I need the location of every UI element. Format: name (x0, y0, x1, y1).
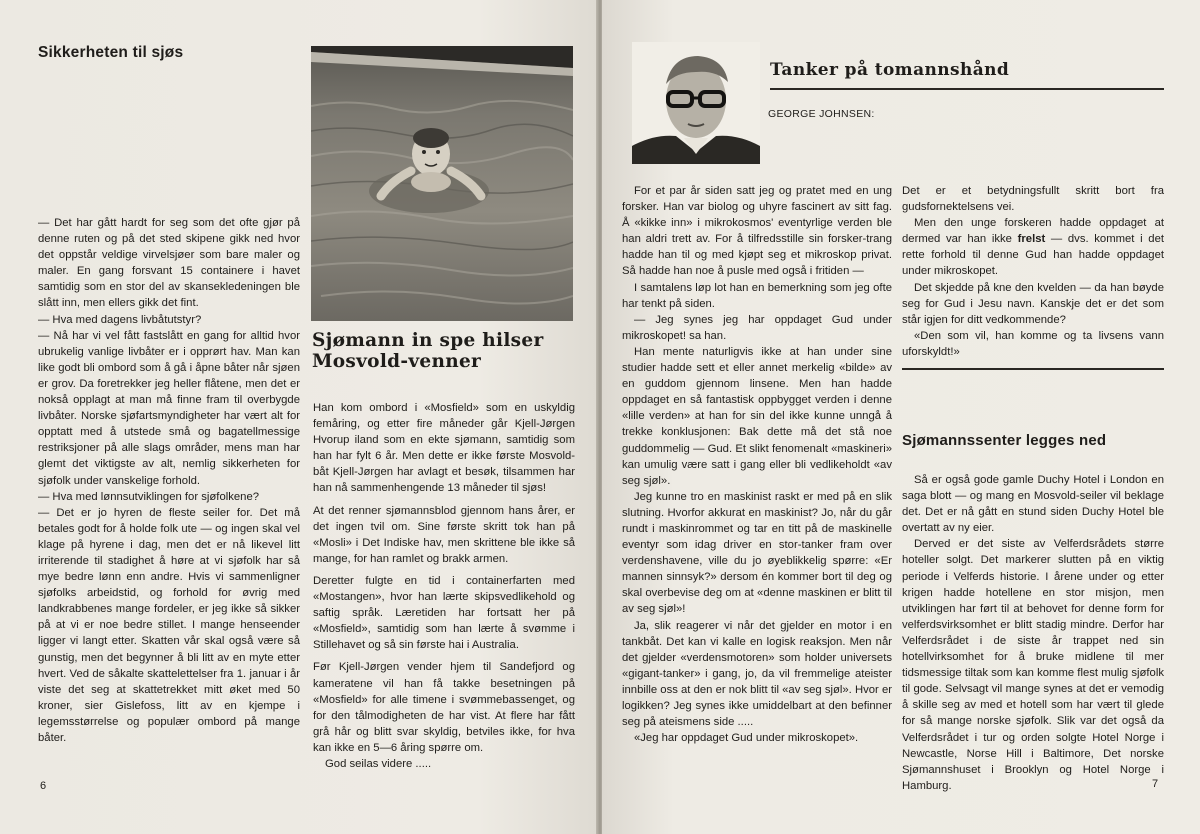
photo-portrait (632, 42, 760, 164)
paragraph (902, 215, 1164, 279)
article-title-seaman: Sjømann in spe hilser Mosvold-venner (312, 330, 544, 372)
paragraph: Derved er det siste av Velferdsrådets større hoteller solgt. Det markerer slutten på en viktig periode i Velferds historie. I årene under og etter krigen hadde hotellene en stor misjon, men utviklingen har ført til at behovet for denne form for velferdsvirksomhet er blitt stadig mindre. Derfor har Velferdsrådet i de siste år trappet ned sin hotellvirksomhet for å bruke midlene til mer tidsmessige tiltak som kan komme flest mulig sjøfolk til gode. Selvsagt vil mange synes at det er vemodig å skille seg av med et hotell som har vært til glede for så mange norske sjøfolk. Slik var det også da Velferdsrådet i tur og orden solgte Hotel Norge i Newcastle, Norse Hill i Baltimore, Det norske Sjømannshuset i Brooklyn og Hotel Norge i Hamburg. (902, 538, 1164, 792)
paragraph: Han mente naturligvis ikke at han under sine studier hadde sett et eller annet merkelig «bilde» av en guddom gjennom linsene. Men han hadde oppdaget en så fantastisk oppbygget verden i denne «lille verden» at han for sin del ikke kunne unngå å trekke konklusjonen: Bak dette må det stå noe guddommelig — Gud. Et slikt fenomenalt «maskineri» kan umulig være satt i gang eller bli vedlikeholdt «av seg sjøl». (622, 345, 892, 487)
text-fragment: Men den unge forskeren hadde oppdaget at dermed var han ikke (902, 217, 1164, 246)
left-page (0, 0, 598, 834)
paragraph: — Det har gått hardt for seg som det ofte gjør på denne ruten og på det sted skipene gikk ned hvor det oppstår veldige virvelsjøer som bare maler og maler. En gang forsvant 15 containere i havet samtidig som en stor del av skansekledeningen ble slått inn, men ellers gikk det fint. (38, 217, 300, 310)
article-title-safety: Sikkerheten til sjøs (38, 44, 184, 61)
column-seaman-text (313, 400, 575, 772)
paragraph: Før Kjell-Jørgen vender hjem til Sandefjord og kameratene vil han få takke besetningen på «Mosfield» for alle timene i svømmebassenget, og for den tålmodigheten de har vist. At flere har fått grå hår og blitt svar skyldig, betviles ikke, for hva kan ikke en 5—6 åring spørre om. (313, 661, 575, 754)
paragraph: — Jeg synes jeg har oppdaget Gud under mikroskopet! sa han. (622, 313, 892, 342)
byline: GEORGE JOHNSEN: (768, 108, 875, 120)
paragraph: Han kom ombord i «Mosfield» som en uskyldig femåring, og etter fire måneder går Kjell-Jørgen Hvorup iland som en ekte sjømann, samtidig som han har fylt 6 år. Men dette er ikke første Mosvold-båt Kjell-Jørgen har avlagt et besøk, tilsammen har han nå sammenhengende 13 måneder til sjøs! (313, 402, 575, 495)
pool-image (311, 46, 573, 321)
article-title-thoughts: Tanker på tomannshånd (770, 60, 1010, 80)
column-safety-text (38, 215, 300, 746)
text-fragment: — dvs. kommet i det rette forhold til denne Gud han hadde oppdaget under mikroskopet. (902, 233, 1164, 278)
paragraph: — Hva med dagens livbåtutstyr? (38, 313, 202, 326)
paragraph: Så er også gode gamle Duchy Hotel i London en saga blott — og mang en Mosvold-seiler vil beklage det. Det er nå gått en stund siden Duchy Hotel ble overtatt av ny eier. (902, 474, 1164, 535)
page-number-left: 6 (40, 780, 47, 792)
photo-swimming-boy (311, 46, 573, 321)
paragraph: Deretter fulgte en tid i containerfarten med «Mostangen», hvor han lærte skipsvedlikehold og saftig språk. Læretiden har fortsatt her på «Mosfield», samtidig som han lærte å svømme i Stillehavet og så sin første hai i Australia. (313, 574, 575, 652)
paragraph: «Jeg har oppdaget Gud under mikroskopet». (634, 732, 859, 745)
paragraph: Det er et betydningsfullt skritt bort fra gudsfornektelsens vei. (902, 185, 1164, 214)
title-rule (770, 88, 1164, 90)
emphasis-word: frelst (1017, 233, 1046, 246)
page-number-right: 7 (1152, 778, 1159, 790)
article-title-center-closing: Sjømannssenter legges ned (902, 432, 1107, 449)
portrait-image (632, 42, 760, 164)
paragraph: — Det er jo hyren de fleste seiler for. Det må betales godt for å holde folk ute — og ingen skal vel klage på hyrene i dag, men det er nå likevel litt irriterende til stadighet å høre at vi sjøfolk har så mye bedre lønn enn andre. Hvis vi sammenligner sjøfolks arbeidstid, og forhold for øvrig med landkrabbenes mange fordeler, er jeg ikke så sikker på at vi er noe bedre stillet. I mange henseender ligger vi langt etter. Skatten vår skal også være så gunstig, men det begynner å bli litt av en myte etter hvert. Ved de såkalte skattelettelser fra 1. januar i år viste det seg at skattetrekket mitt øket med 50 kroner, sier Gislefoss, litt av en kjempe i legemsstørrelse og populær ombord på mange båter. (38, 506, 300, 744)
paragraph: For et par år siden satt jeg og pratet med en ung forsker. Han var biolog og uhyre fascinert av sitt fag. Å «kikke inn» i mikrokosmos' eventyrlige verden ble han aldri trett av. For å tilfredsstille sin forsker-trang hadde han til og med kjøpt seg et mikroskop privat. Så hadde han noe å pusle med også i fritiden — (622, 185, 892, 278)
column-thoughts-text (622, 183, 892, 746)
paragraph: Jeg kunne tro en maskinist raskt er med på en slik slutning. Hvorfor akkurat en maskinist? Jo, når du går rundt i maskinrommet og tar en titt på de maskinelle eventyr som idag driver en stor-tanker fram over verdenshavene, ville du jo øyeblikkelig spørre: «Er mannen sinnsyk?» dersom én kommer bort til deg og skal overbevise deg om at «denne maskinen er blitt til av seg sjøl»! (622, 490, 892, 616)
column-center-closing-text (902, 472, 1164, 794)
section-rule (902, 368, 1164, 370)
paragraph: I samtalens løp lot han en bemerkning som jeg ofte har tenkt på siden. (622, 281, 892, 310)
column-thoughts-continued (902, 183, 1164, 360)
paragraph: God seilas videre ..... (325, 757, 432, 770)
paragraph: Ja, slik reagerer vi når det gjelder en motor i en tankbåt. Det kan vi kalle en logisk reaksjon. Men når det gjelder «verdensmotoren» som holder universets «gigant-tanker» i gang, jo, da vil fremmelige ateister innbille oss at den er nok blitt til «av seg sjøl». Hvor er logikken? Jeg synes ikke umiddelbart at den befinner seg på ateismens side ..... (622, 619, 892, 729)
paragraph: «Den som vil, han komme og ta livsens vann uforskyldt!» (902, 329, 1164, 358)
paragraph: — Hva med lønnsutviklingen for sjøfolkene? (38, 490, 260, 503)
paragraph: — Nå har vi vel fått fastslått en gang for alltid hvor ubrukelig vanlige livbåter er i opprørt hav. Man kan like godt bli ombord som å gå i åpne båter når sjøen er grov. Da foretrekker jeg heller flåtene, men det er nokså opplagt at man må finne fram til overbygde livbåter. Norske sjøfartsmyndigheter har vært alt for opptatt med å utstede små og bagatellmessige restriksjoner på alle slags områder, mens man har glemt det viktigste av alt, nemlig sikkerheten for sjøfolk under vanskelige forhold. (38, 329, 300, 487)
right-page (602, 0, 1200, 834)
paragraph: At det renner sjømannsblod gjennom hans årer, er det ingen tvil om. Sine første skritt tok han på «Mosli» i Det Indiske hav, men skrittene ble ikke så mange, for han ramlet og brakk armen. (313, 504, 575, 565)
paragraph: Det skjedde på kne den kvelden — da han bøyde seg for Gud i Jesu navn. Kanskje det er det som står igjen for ditt vedkommende? (902, 281, 1164, 326)
